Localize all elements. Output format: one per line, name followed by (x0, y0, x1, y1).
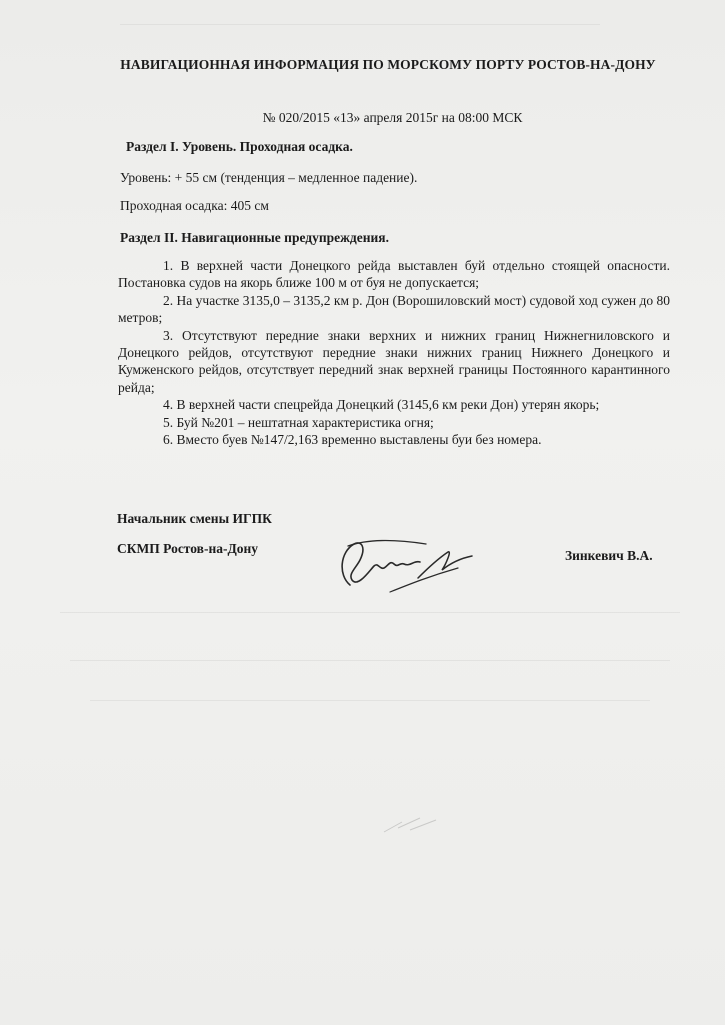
warning-item: 3. Отсутствуют передние знаки верхних и нижних границ Нижнегниловского и Донецкого рейдов, отсутствуют передние знаки нижних границ Нижнего Донецкого и Кумженского рейдов, отсутствует передний знак верхней границы Постоянного карантинного рейда; (118, 327, 670, 395)
warning-item: 6. Вместо буев №147/2,163 временно выставлены буи без номера. (163, 432, 542, 448)
section-2-heading: Раздел II. Навигационные предупреждения. (120, 230, 389, 245)
scan-artifact (120, 24, 600, 25)
warning-item: 1. В верхней части Донецкого рейда выставлен буй отдельно стоящей опасности. Постановка судов на якорь ближе 100 м от буя не допускается; (118, 258, 670, 291)
issue-line: № 020/2015 «13» апреля 2015г на 08:00 МСК (262, 110, 523, 125)
handwritten-signature (330, 530, 480, 600)
scan-artifact (60, 612, 680, 613)
signer-position: Начальник смены ИГПК (117, 511, 272, 526)
warning-item: 4. В верхней части спецрейда Донецкий (3145,6 км реки Дон) утерян якорь; (163, 397, 600, 413)
passage-draft: Проходная осадка: 405 см (120, 198, 269, 213)
scan-artifact (380, 812, 440, 837)
scan-artifact (70, 660, 670, 661)
section-1-heading: Раздел I. Уровень. Проходная осадка. (126, 139, 353, 154)
warning-item: 2. На участке 3135,0 – 3135,2 км р. Дон (Ворошиловский мост) судовой ход сужен до 80 метров; (118, 292, 670, 326)
signer-name: Зинкевич В.А. (565, 548, 653, 563)
document-title: НАВИГАЦИОННАЯ ИНФОРМАЦИЯ ПО МОРСКОМУ ПОРТУ РОСТОВ-НА-ДОНУ (120, 57, 656, 72)
scan-artifact (90, 700, 650, 701)
navigational-warnings (118, 257, 670, 448)
water-level: Уровень: + 55 см (тенденция – медленное падение). (120, 170, 418, 185)
signer-organization: СКМП Ростов-на-Дону (117, 541, 259, 556)
warning-item: 5. Буй №201 – нештатная характеристика огня; (163, 414, 434, 430)
